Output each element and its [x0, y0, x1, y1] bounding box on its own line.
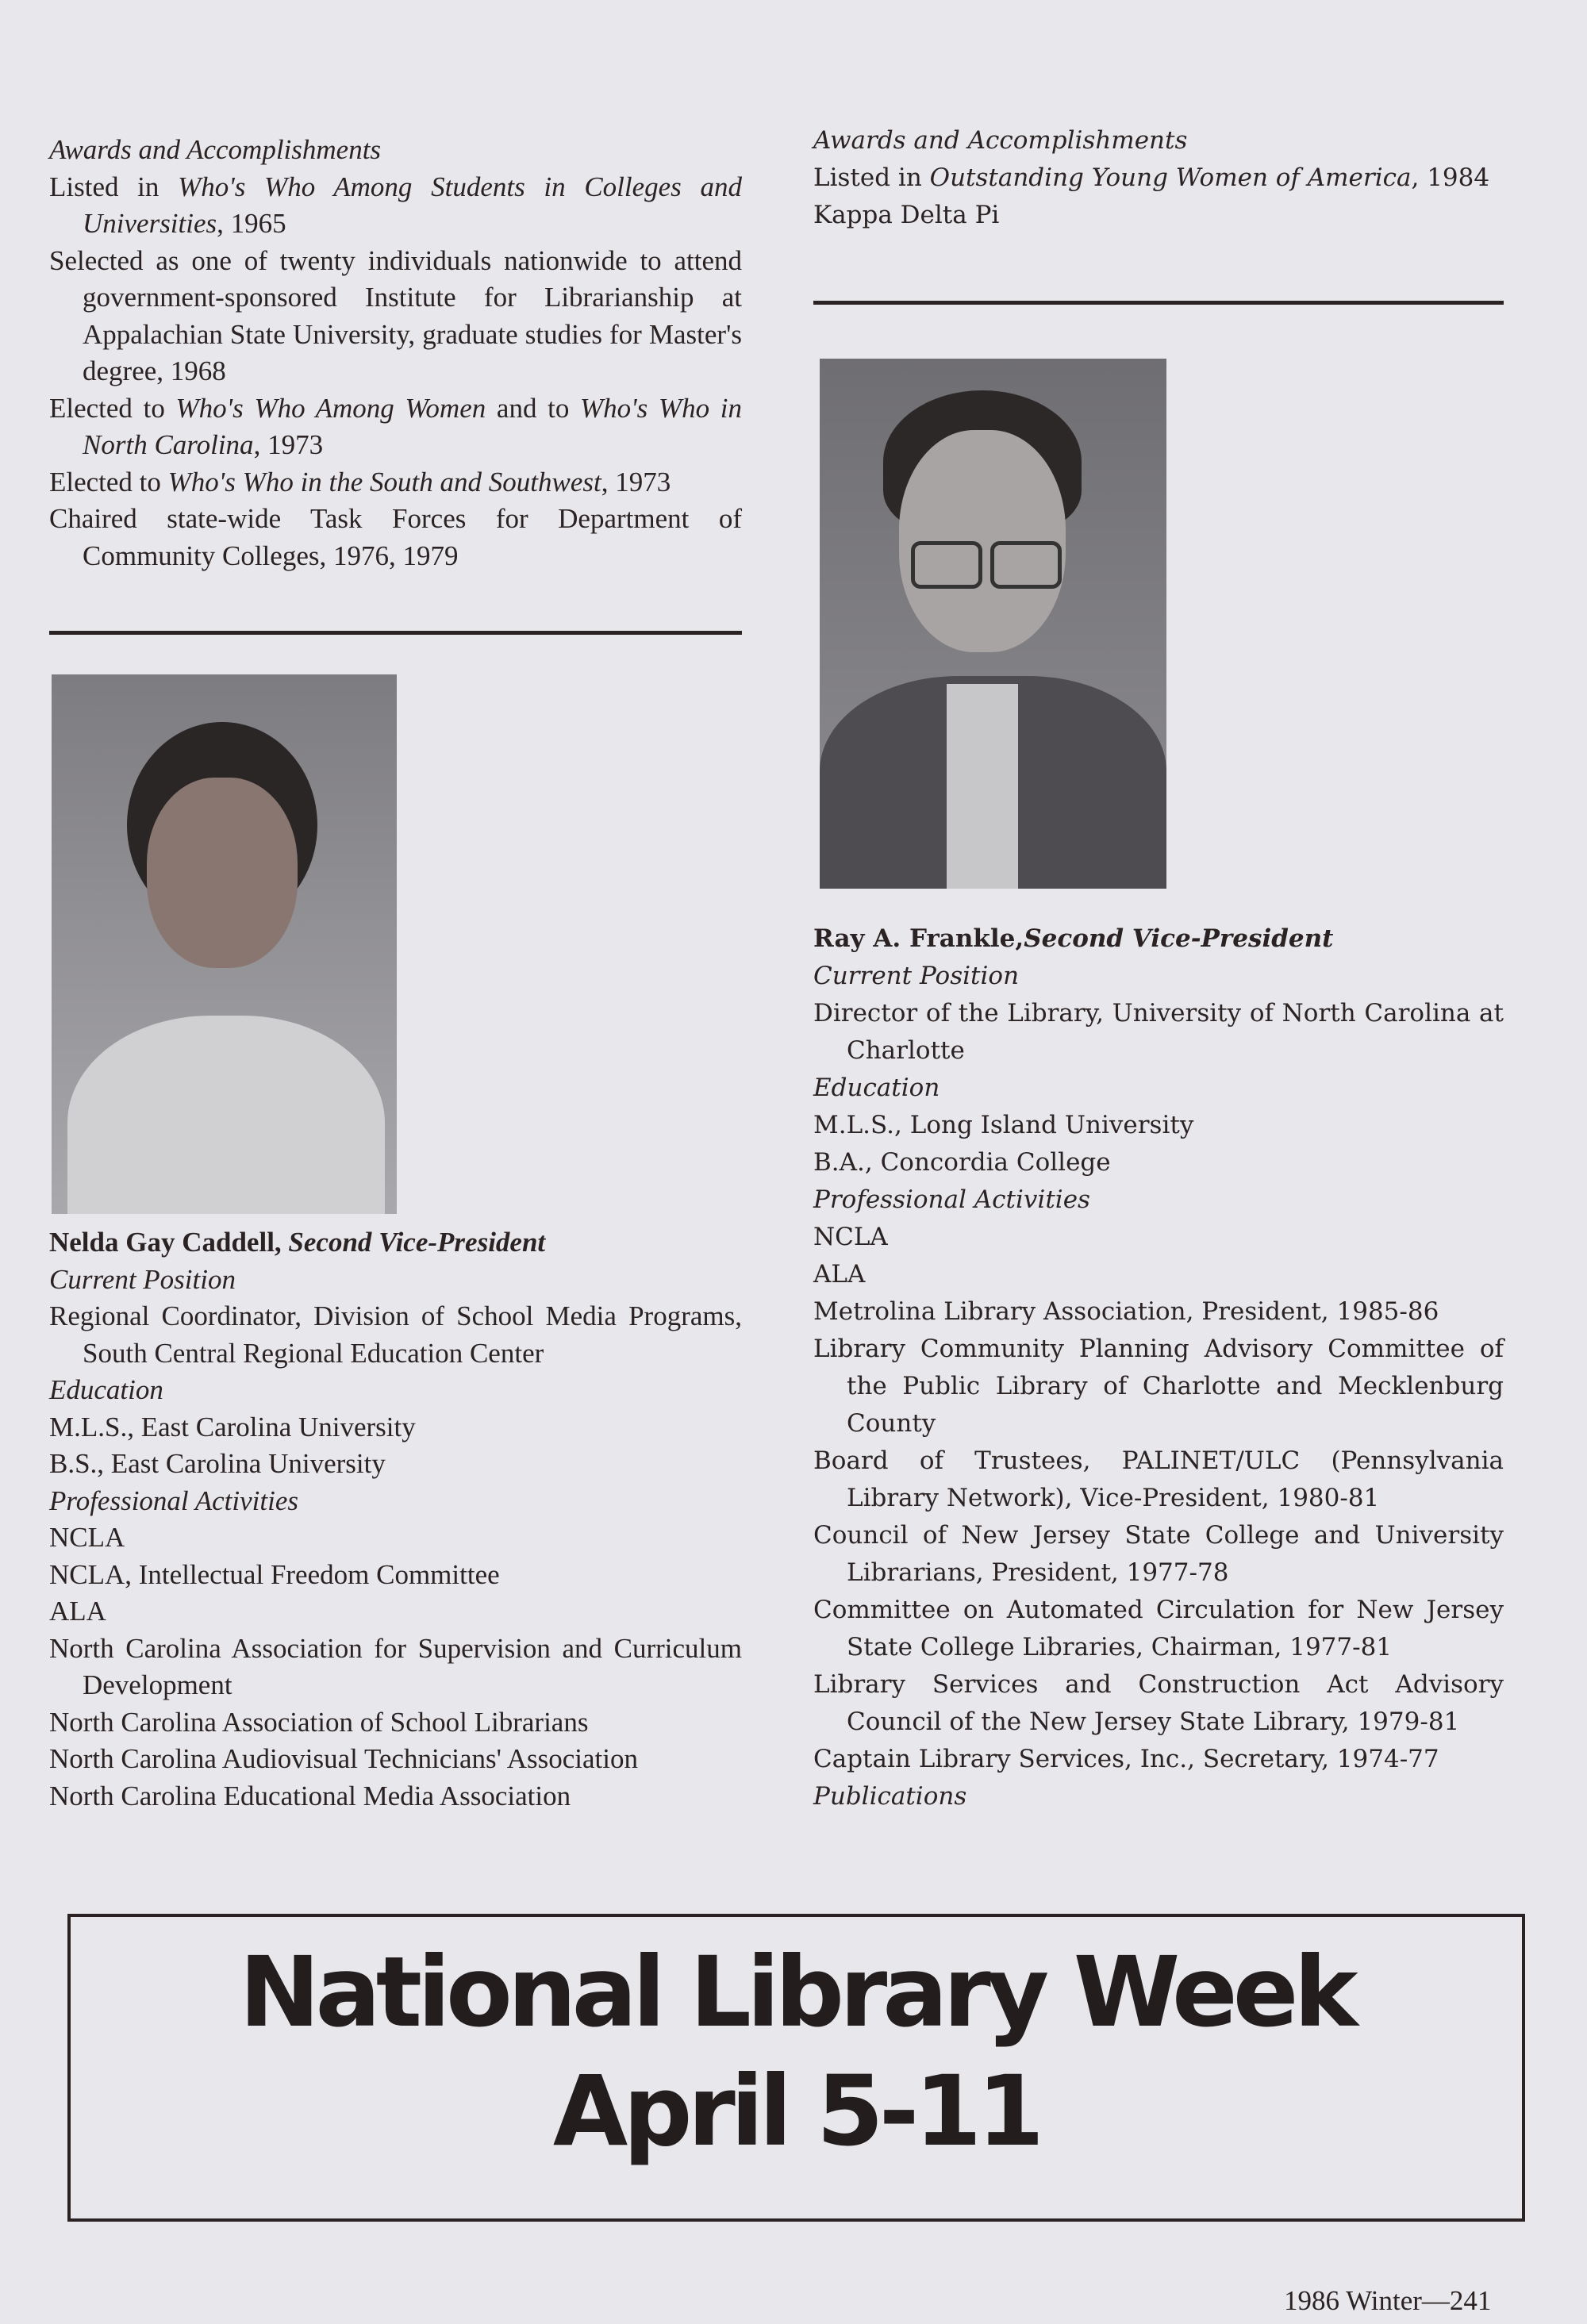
- frankle-profile: [813, 920, 1504, 1815]
- award-item: Selected as one of twenty individuals nationwide to attend government-sponsored Institute for Librarianship at Appalachian State University, graduate studies for Master's degree, 1968: [49, 244, 742, 386]
- award-title: Who's Who Among Students in Colleges and Universities: [83, 171, 742, 239]
- caddell-profile: [49, 1224, 742, 1815]
- education-item: B.S., East Carolina University: [49, 1448, 386, 1479]
- profile-title: Second Vice-President: [1024, 924, 1334, 953]
- award-text: Listed in: [49, 171, 179, 202]
- left-awards-section: [49, 132, 742, 574]
- profile-heading: [49, 1224, 742, 1262]
- award-year: , 1973: [601, 466, 671, 497]
- right-awards-section: [813, 122, 1504, 234]
- national-library-week-banner: [67, 1914, 1525, 2222]
- section-heading: Professional Activities: [49, 1485, 298, 1516]
- activity-item: Board of Trustees, PALINET/ULC (Pennsylvania Library Network), Vice-President, 1980-81: [813, 1446, 1504, 1512]
- award-year: , 1973: [253, 429, 324, 460]
- activity-item: ALA: [813, 1260, 866, 1289]
- section-heading: Current Position: [813, 962, 1020, 990]
- activity-item: Metrolina Library Association, President, 1985-86: [813, 1297, 1439, 1326]
- award-text: Elected to: [49, 466, 168, 497]
- activity-item: Captain Library Services, Inc., Secretary, 1974-77: [813, 1745, 1439, 1773]
- portrait-photo-caddell: [52, 674, 397, 1214]
- activity-item: ALA: [49, 1596, 106, 1627]
- education-item: B.A., Concordia College: [813, 1148, 1111, 1177]
- award-year: , 1965: [217, 208, 286, 239]
- section-heading: Education: [49, 1374, 163, 1405]
- position-text: Director of the Library, University of North Carolina at Charlotte: [813, 999, 1504, 1065]
- profile-heading: [813, 920, 1504, 958]
- activity-item: NCLA: [813, 1223, 888, 1251]
- banner-title: National Library Week: [239, 1936, 1354, 2049]
- banner-dates: April 5-11: [552, 2055, 1040, 2168]
- awards-heading: Awards and Accomplishments: [49, 134, 382, 165]
- section-heading: Professional Activities: [813, 1185, 1090, 1214]
- divider-rule: [813, 301, 1504, 305]
- profile-name: Ray A. Frankle,: [813, 924, 1024, 953]
- position-text: Regional Coordinator, Division of School Media Programs, South Central Regional Education Center: [49, 1300, 742, 1369]
- section-heading: Education: [813, 1074, 940, 1102]
- activity-item: Library Services and Construction Act Advisory Council of the New Jersey State Library, 1979-81: [813, 1670, 1504, 1736]
- award-item: [49, 390, 742, 464]
- section-heading: Publications: [813, 1782, 967, 1811]
- activity-item: Library Community Planning Advisory Committee of the Public Library of Charlotte and Mecklenburg County: [813, 1335, 1504, 1438]
- award-item: [49, 169, 742, 243]
- page-footer: 1986 Winter—241: [1284, 2285, 1492, 2316]
- award-item: [49, 464, 742, 501]
- award-item: Kappa Delta Pi: [813, 201, 1000, 229]
- award-text: Elected to: [49, 392, 176, 424]
- portrait-photo-frankle: [820, 359, 1166, 889]
- award-year: , 1984: [1411, 163, 1490, 192]
- award-title: Outstanding Young Women of America: [929, 163, 1412, 192]
- education-item: M.L.S., Long Island University: [813, 1111, 1194, 1139]
- activity-item: Committee on Automated Circulation for New Jersey State College Libraries, Chairman, 1977-81: [813, 1596, 1504, 1661]
- divider-rule: [49, 631, 742, 635]
- education-item: M.L.S., East Carolina University: [49, 1411, 416, 1442]
- award-title: Who's Who in the South and Southwest: [167, 466, 601, 497]
- award-title: Who's Who Among Women: [175, 392, 486, 424]
- activity-item: North Carolina Audiovisual Technicians' Association: [49, 1743, 638, 1774]
- activity-item: North Carolina Association of School Librarians: [49, 1706, 589, 1738]
- activity-item: North Carolina Educational Media Association: [49, 1780, 571, 1811]
- activity-item: NCLA, Intellectual Freedom Committee: [49, 1558, 500, 1590]
- award-title: Who's Who in North Carolina: [83, 392, 743, 460]
- award-text: Listed in: [813, 163, 930, 192]
- award-text: and to: [486, 392, 581, 424]
- profile-title: Second Vice-President: [281, 1227, 546, 1258]
- section-heading: Current Position: [49, 1263, 236, 1295]
- award-item: Chaired state-wide Task Forces for Department of Community Colleges, 1976, 1979: [49, 503, 742, 571]
- award-item: [813, 159, 1504, 197]
- activity-item: Council of New Jersey State College and University Librarians, President, 1977-78: [813, 1521, 1504, 1587]
- activity-item: NCLA: [49, 1522, 125, 1553]
- profile-name: Nelda Gay Caddell,: [49, 1227, 282, 1258]
- awards-heading: Awards and Accomplishments: [813, 126, 1188, 155]
- activity-item: North Carolina Association for Supervision and Curriculum Development: [49, 1632, 742, 1700]
